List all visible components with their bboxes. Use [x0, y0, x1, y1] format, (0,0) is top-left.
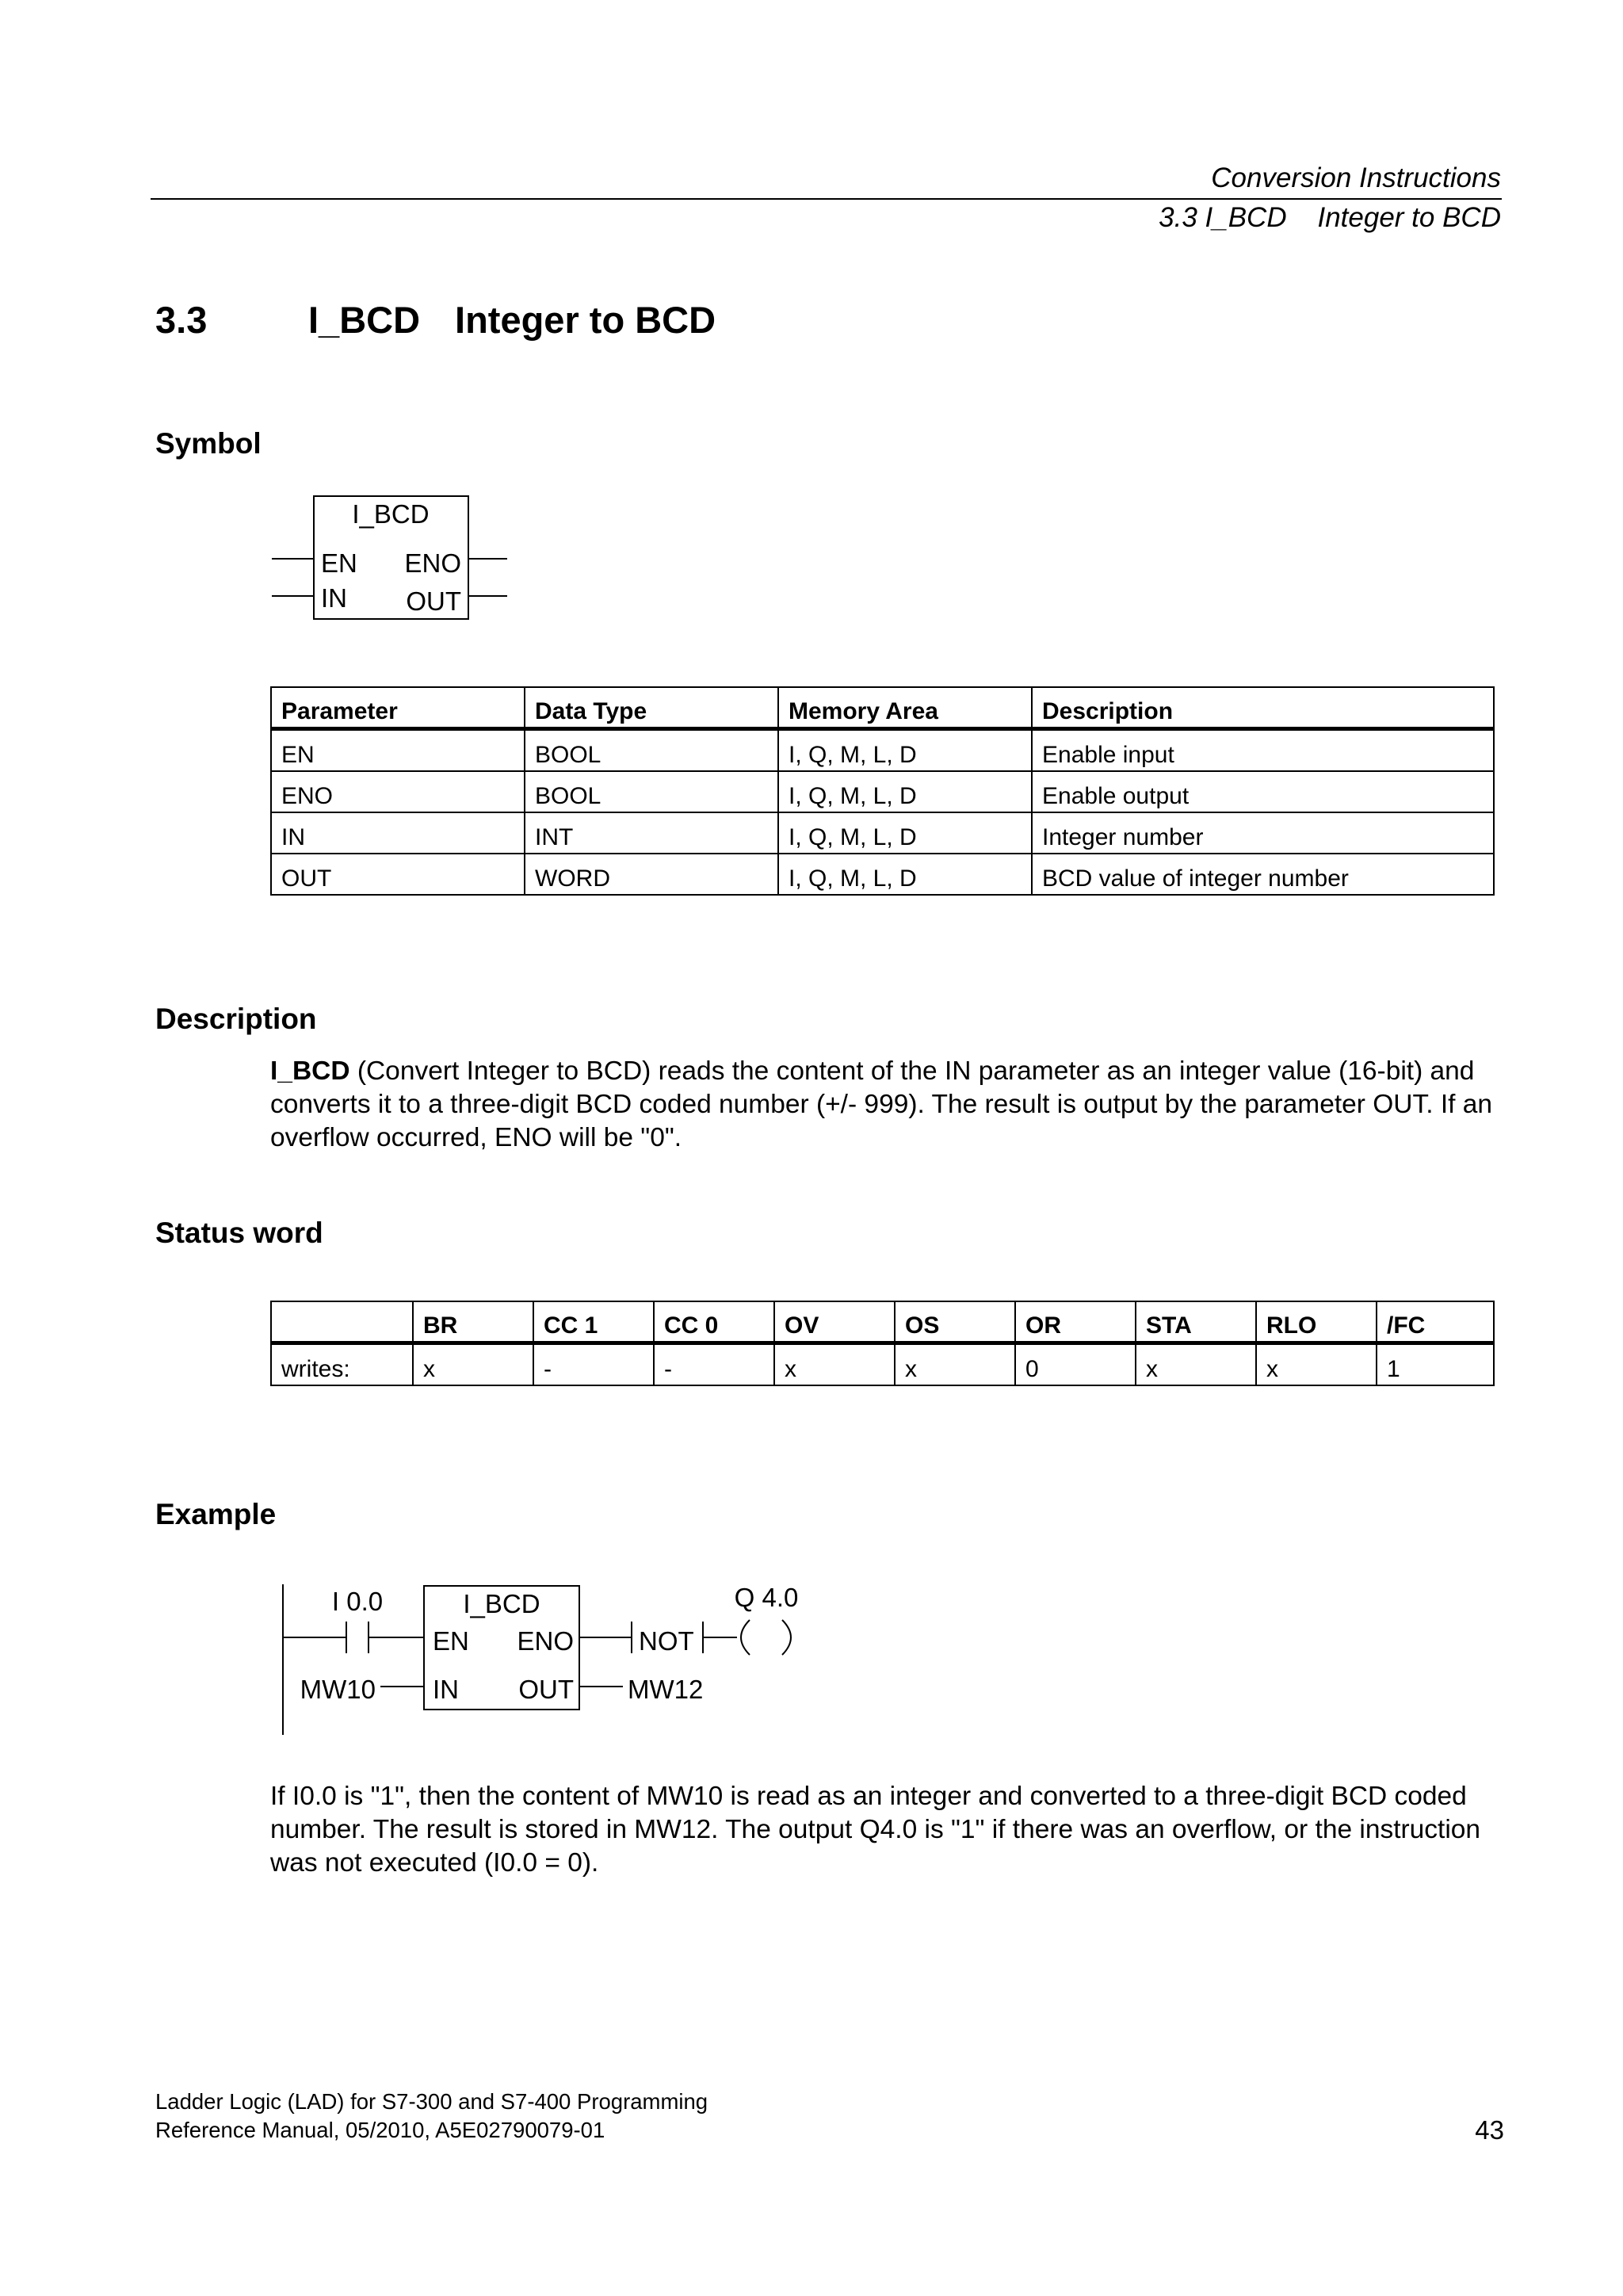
- table-cell: x: [895, 1343, 1015, 1386]
- table-cell: BCD value of integer number: [1032, 854, 1494, 895]
- table-cell: I, Q, M, L, D: [778, 854, 1032, 895]
- footer-line-1: Ladder Logic (LAD) for S7-300 and S7-400 Programming: [155, 2089, 708, 2114]
- table-cell: Enable output: [1032, 771, 1494, 812]
- table-cell: 0: [1015, 1343, 1136, 1386]
- table-cell: ENO: [271, 771, 525, 812]
- table-cell: Enable input: [1032, 729, 1494, 772]
- table-row: [271, 771, 1494, 812]
- table-cell: writes:: [271, 1343, 413, 1386]
- table-row: [271, 854, 1494, 895]
- table-row: [271, 729, 1494, 772]
- status-word-header: [271, 1301, 1494, 1343]
- example-heading: Example: [155, 1498, 277, 1530]
- table-cell: IN: [271, 812, 525, 854]
- table-cell: x: [1136, 1343, 1256, 1386]
- example-box-out: OUT: [518, 1675, 574, 1704]
- table-cell: EN: [271, 729, 525, 772]
- symbol-out-label: OUT: [406, 586, 461, 616]
- table-cell: -: [654, 1343, 774, 1386]
- table-cell: I, Q, M, L, D: [778, 812, 1032, 854]
- section-code: I_BCD: [308, 299, 421, 341]
- symbol-diagram: [272, 496, 507, 619]
- page-number: 43: [1475, 2115, 1504, 2145]
- output-operand: MW12: [628, 1675, 704, 1704]
- section-number: 3.3: [155, 299, 208, 341]
- table-cell: x: [413, 1343, 533, 1386]
- table-cell: BOOL: [525, 771, 778, 812]
- description-text: (Convert Integer to BCD) reads the content of the IN parameter as an integer value (16-bit) and converts it to a three-digit BCD coded number (+/- 999). The result is output by the parameter OUT. If an overflow occurred, ENO will be "0".: [270, 1056, 1493, 1152]
- table-row: [271, 812, 1494, 854]
- example-box-title: I_BCD: [463, 1589, 540, 1618]
- header-chapter-title: Conversion Instructions: [1211, 162, 1501, 193]
- status-col-fc: /FC: [1377, 1301, 1494, 1343]
- coil-right-arc: [782, 1620, 791, 1655]
- col-data-type: Data Type: [525, 687, 778, 729]
- status-col-br: BR: [413, 1301, 533, 1343]
- section-title-text: Integer to BCD: [455, 299, 716, 341]
- not-label: NOT: [639, 1626, 694, 1656]
- description-heading: Description: [155, 1003, 317, 1035]
- symbol-box-title: I_BCD: [352, 499, 430, 529]
- example-ladder-diagram: [283, 1583, 798, 1735]
- coil-left-arc: [741, 1620, 750, 1655]
- parameters-table: [270, 686, 1495, 896]
- coil-label: Q 4.0: [734, 1583, 799, 1612]
- input-operand: MW10: [300, 1675, 376, 1704]
- status-word-heading: Status word: [155, 1217, 323, 1249]
- symbol-in-label: IN: [321, 583, 347, 613]
- symbol-en-label: EN: [321, 548, 357, 578]
- table-cell: -: [533, 1343, 654, 1386]
- header-section-ref: 3.3 I_BCD Integer to BCD: [1159, 202, 1501, 233]
- status-col-sta: STA: [1136, 1301, 1256, 1343]
- symbol-eno-label: ENO: [404, 548, 461, 578]
- status-word-table: [270, 1301, 1495, 1386]
- table-cell: INT: [525, 812, 778, 854]
- status-col-rlo: RLO: [1256, 1301, 1377, 1343]
- col-memory-area: Memory Area: [778, 687, 1032, 729]
- status-col-ov: OV: [774, 1301, 895, 1343]
- table-cell: 1: [1377, 1343, 1494, 1386]
- description-lead: I_BCD: [270, 1056, 350, 1086]
- table-cell: OUT: [271, 854, 525, 895]
- status-col-or: OR: [1015, 1301, 1136, 1343]
- table-cell: WORD: [525, 854, 778, 895]
- table-cell: x: [774, 1343, 895, 1386]
- parameters-table-header: [271, 687, 1494, 729]
- status-col-cc0: CC 0: [654, 1301, 774, 1343]
- example-box-in: IN: [433, 1675, 459, 1704]
- example-box-en: EN: [433, 1626, 469, 1656]
- example-paragraph: If I0.0 is "1", then the content of MW10 is read as an integer and converted to a three-digit BCD coded number. The result is stored in MW12. The output Q4.0 is "1" if there was an overflow, or the instruction was not executed (I0.0 = 0).: [270, 1782, 1481, 1878]
- status-col-blank: [271, 1301, 413, 1343]
- col-parameter: Parameter: [271, 687, 525, 729]
- contact-label: I 0.0: [331, 1587, 384, 1616]
- footer-line-2: Reference Manual, 05/2010, A5E02790079-01: [155, 2118, 605, 2142]
- symbol-heading: Symbol: [155, 427, 262, 460]
- status-col-cc1: CC 1: [533, 1301, 654, 1343]
- table-cell: x: [1256, 1343, 1377, 1386]
- table-cell: BOOL: [525, 729, 778, 772]
- table-cell: I, Q, M, L, D: [778, 729, 1032, 772]
- table-row: [271, 1343, 1494, 1386]
- table-cell: Integer number: [1032, 812, 1494, 854]
- table-cell: I, Q, M, L, D: [778, 771, 1032, 812]
- status-col-os: OS: [895, 1301, 1015, 1343]
- description-paragraph: [270, 1055, 1522, 1155]
- footer: [155, 2088, 708, 2145]
- example-box-eno: ENO: [517, 1626, 574, 1656]
- col-description: Description: [1032, 687, 1494, 729]
